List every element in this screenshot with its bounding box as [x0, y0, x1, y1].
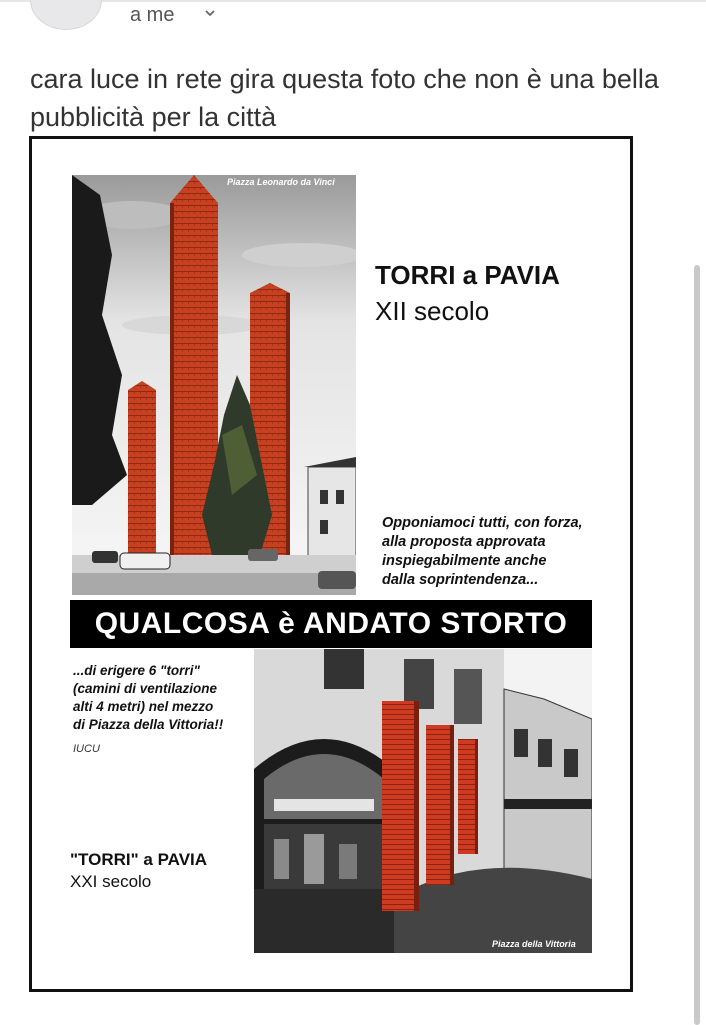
poster-century-top: XII secolo [375, 296, 490, 326]
photo-top-caption: Piazza Leonardo da Vinci [227, 177, 335, 187]
poster-title-bottom: "TORRI" a PAVIA [70, 850, 208, 869]
attached-poster-image[interactable] [29, 136, 633, 992]
sender-avatar[interactable] [30, 0, 102, 30]
photo-bottom-caption: Piazza della Vittoria [492, 939, 576, 949]
recipient-label[interactable]: a me [130, 4, 175, 26]
poster-details-text: ...di erigere 6 "torri" (camini di ventilazione alti 4 metri) nel mezzo di Piazza della Vittoria!! [73, 663, 224, 732]
photo-ventilation-towers [254, 649, 592, 953]
poster-appeal-text: Opponiamoci tutti, con forza, alla proposta approvata inspiegabilmente anche dalla soprintendenza... [382, 515, 583, 588]
poster-century-bottom: XXI secolo [70, 872, 152, 891]
header-divider [0, 0, 706, 2]
scrollbar[interactable] [694, 265, 700, 1025]
poster-signature: IUCU [73, 743, 100, 755]
poster-banner: QUALCOSA è ANDATO STORTO [70, 600, 592, 648]
message-body: cara luce in rete gira questa foto che non è una bella pubblicità per la città [30, 64, 659, 132]
photo-medieval-towers [72, 175, 356, 595]
chevron-down-icon[interactable] [203, 6, 217, 20]
poster-title-top: TORRI a PAVIA [375, 260, 560, 290]
